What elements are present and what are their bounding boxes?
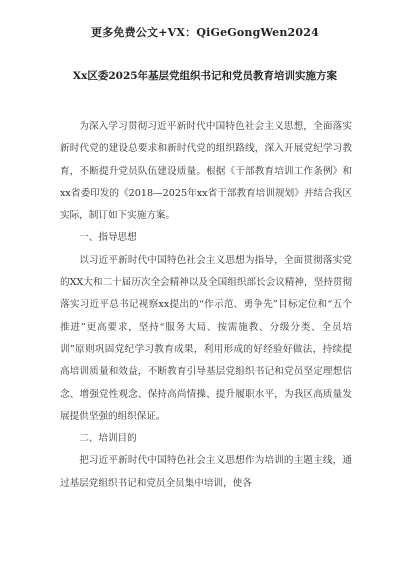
document-body xyxy=(60,116,352,495)
section-heading-2: 二、培训目的 xyxy=(79,433,137,445)
document-title: Xx区委2025年基层党组织书记和党员教育培训实施方案 xyxy=(72,70,338,82)
section-paragraph-2: 把习近平新时代中国特色社会主义思想作为培训的主题主线，通过基层党组织书记和党员全员集中培训，使各 xyxy=(60,455,352,489)
section-paragraph-1: 以习近平新时代中国特色社会主义思想为指导，全面贯彻落实党的XX大和二十届历次全会精神以及全国组织部长会议精神，坚持贯彻落实习近平总书记视察xx提出的“作示范、勇争先”目标定位和“五个推进”更高要求，坚持“服务大局、按需施教、分级分类、全员培训”原则巩固党纪学习教育成果，利用形成的好经验好做法，持续提高培训质量和效益，不断教育引导基层党组织书记和党员坚定理想信念、增强党性观念、保持高尚情操、提升履职水平，为我区高质量发展提供坚强的组织保证。 xyxy=(60,254,352,422)
section-heading-1: 一、指导思想 xyxy=(79,232,137,244)
intro-paragraph: 为深入学习贯彻习近平新时代中国特色社会主义思想，全面落实新时代党的建设总要求和新时代党的组织路线，深入开展党纪学习教育，不断提升党员队伍建设质量。根据《干部教育培训工作条例》和xx省委印发的《2018—2025年xx省干部教育培训规划》并结合我区实际，制订如下实施方案。 xyxy=(60,121,352,222)
promo-header: 更多免费公文+VX：QiGeGongWen2024 xyxy=(91,26,319,39)
